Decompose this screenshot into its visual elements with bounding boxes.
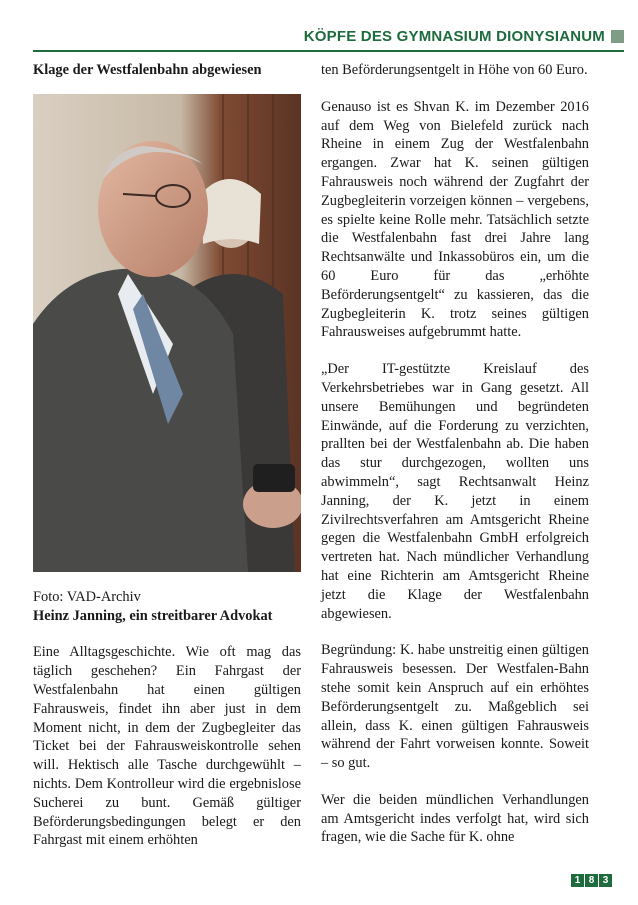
page-number-digit: 1 bbox=[571, 874, 584, 887]
page-number bbox=[571, 874, 612, 887]
body-paragraph: Begründung: K. habe unstreitig einen gültigen Fahrausweis besessen. Der Westfalen-Bahn stehe somit kein Anspruch auf ein erhöhtes Beförderungsentgelt zu. Maßgeblich sei allein, dass K. einen gültigen Fahrausweis während der Fahrt vorweisen konnte. Soweit – so gut. bbox=[321, 642, 589, 772]
header-square-marker bbox=[611, 30, 624, 43]
body-paragraph: „Der IT-gestützte Kreislauf des Verkehrsbetriebes war in Gang gesetzt. All unsere Bemühungen und begründeten Einwände, auf die Forderung zu verzichten, prallten bei der Westfalenbahn ab. Die haben das stur durchgezogen, wollten uns abwimmeln“, sagt Rechtsanwalt Heinz Janning, der K. jetzt in einem Zivilrechtsverfahren am Amtsgericht Rheine gegen die Westfalenbahn GmbH erfolgreich vertreten hat. Nach mündlicher Verhandlung hat eine Richterin am Amtsgericht Rheine jetzt die Klage der Westfalenbahn abgewiesen. bbox=[321, 361, 589, 622]
body-paragraph: ten Beförderungsentgelt in Höhe von 60 Euro. bbox=[321, 62, 588, 78]
right-column bbox=[321, 61, 589, 847]
left-column bbox=[33, 61, 301, 850]
body-paragraph: Genauso ist es Shvan K. im Dezember 2016 auf dem Weg von Bielefeld zurück nach Rheine in einem Zug der Westfalenbahn ergangen. Zwar hat K. seinen gültigen Fahrausweis noch während der Zugfahrt der Zugbegleiterin vorzeigen können – vergebens, es spielte keine Rolle mehr. Tatsächlich setzte die Westfalenbahn fast drei Jahre lang Rechtsanwälte und Inkassobüros ein, um die 60 Euro für das „erhöhte Beförderungsentgelt“ zu kassieren, das die Zugbegleiterin K. trotz seines gültigen Fahrausweises aufgebrummt hatte. bbox=[321, 98, 589, 341]
body-paragraph: Eine Alltagsgeschichte. Wie oft mag das täglich geschehen? Ein Fahrgast der Westfalenbahn hat einen gültigen Fahrausweis, findet ihn aber just in dem Moment nicht, in dem der Zugbegleiter das Ticket bei der Fahrausweiskontrolle sehen will. Hektisch alle Tasche durchgewühlt – nichts. Dem Kontrolleur wird die ergebnislose Sucherei zu bunt. Gemäß gültiger Beförderungsbedingungen belegt er den Fahrgast mit einem erhöhten bbox=[33, 644, 301, 849]
page-number-digit: 8 bbox=[585, 874, 598, 887]
header-rule bbox=[33, 50, 624, 52]
header-title: KÖPFE DES GYMNASIUM DIONYSIANUM bbox=[303, 28, 605, 45]
photo-caption: Foto: VAD-Archiv bbox=[33, 588, 141, 605]
page-number-digit: 3 bbox=[599, 874, 612, 887]
article-heading: Klage der Westfalenbahn abgewiesen bbox=[33, 62, 262, 78]
portrait-photo bbox=[33, 94, 301, 572]
body-paragraph: Wer die beiden mündlichen Verhandlungen am Amtsgericht indes verfolgt hat, wird sich fragen, wie die Sache für K. ohne bbox=[321, 791, 589, 846]
running-header bbox=[304, 28, 624, 45]
article-subheading: Heinz Janning, ein streitbarer Advokat bbox=[33, 607, 273, 624]
